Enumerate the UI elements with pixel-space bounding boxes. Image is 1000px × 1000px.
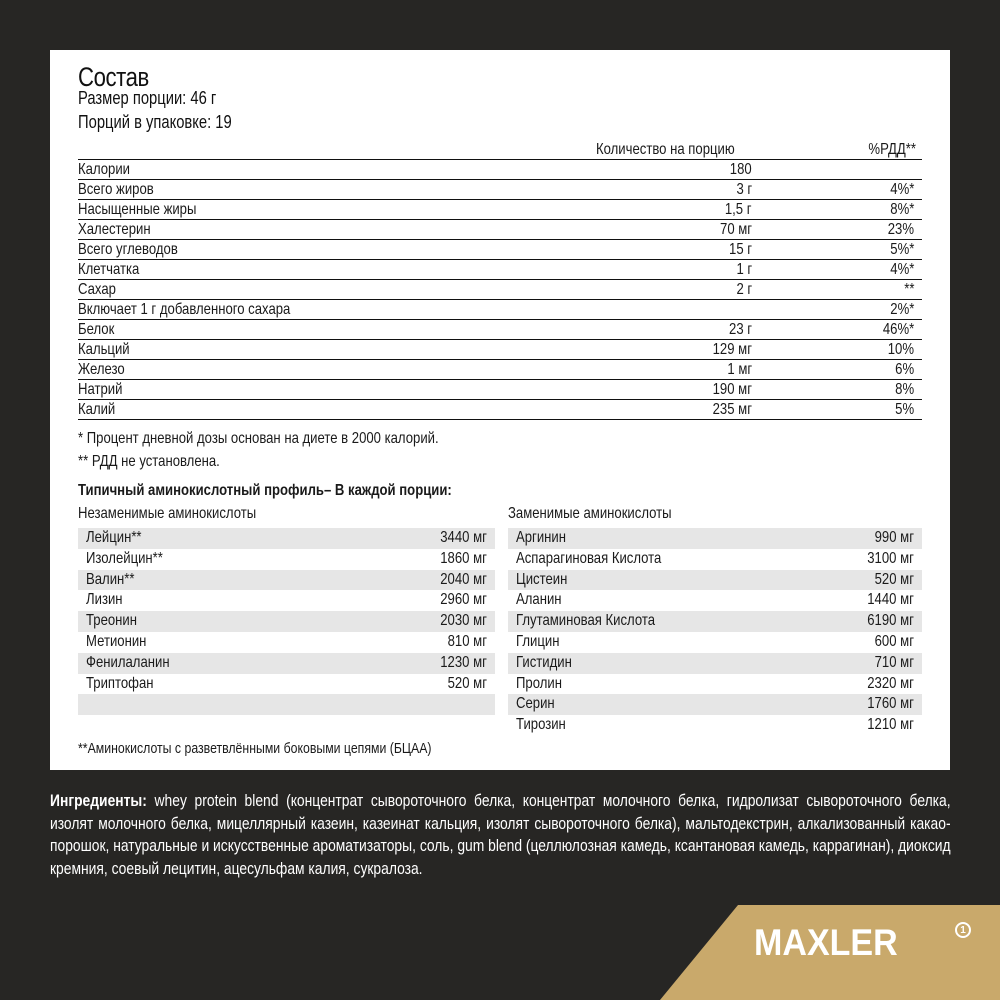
nutrient-amount: 1,5 г [725,201,752,218]
nutrient-name: Белок [78,321,115,338]
amino-row [78,611,495,632]
nutrient-amount: 1 мг [727,361,752,378]
nutrient-amount: 190 мг [712,381,752,398]
amino-name: Изолейцин** [86,549,163,567]
nutrient-amount: 235 мг [712,401,752,418]
amino-value: 810 мг [447,632,487,650]
amino-row [78,694,495,715]
amino-name: Цистеин [516,570,568,588]
nutrition-table-header [78,140,922,160]
servings-per-container: Порций в упаковке: 19 [78,112,232,132]
nutrient-name: Сахар [78,281,116,298]
amino-value: 2030 мг [440,612,487,630]
amino-value: 1440 мг [867,591,914,609]
nutrition-row [78,400,922,420]
nutrient-dv: 23% [887,221,914,238]
amino-row [78,674,495,695]
nutrition-row [78,220,922,240]
nutrient-dv: 5% [895,401,914,418]
nutrient-dv: 4%* [889,181,914,198]
amino-name: Валин** [86,570,135,588]
amino-name: Гистидин [516,653,572,671]
brand-logo: MAXLER [754,922,898,963]
bcaa-note: **Аминокислоты с разветвлёнными боковыми цепями (БЦАА) [78,740,432,757]
amino-value: 1760 мг [867,695,914,713]
amino-name: Пролин [516,674,562,692]
dv-header: %РДД** [868,141,916,158]
amount-header: Количество на порцию [596,141,735,158]
nutrient-name: Железо [78,361,125,378]
essential-amino-list [78,528,495,715]
amino-row [508,653,922,674]
nutrition-row [78,280,922,300]
nutrition-row [78,320,922,340]
nonessential-amino-list [508,528,922,736]
nutrient-dv: 8%* [889,201,914,218]
amino-value: 710 мг [874,653,914,671]
nutrient-name: Натрий [78,381,123,398]
amino-value: 1230 мг [440,653,487,671]
nutrient-name: Включает 1 г добавленного сахара [78,301,291,318]
nutrition-row [78,240,922,260]
nutrition-row [78,340,922,360]
nutrient-name: Всего жиров [78,181,154,198]
amino-value: 6190 мг [867,612,914,630]
nutrient-amount: 1 г [736,261,752,278]
nutrient-amount: 129 мг [712,341,752,358]
amino-name: Метионин [86,632,147,650]
nutrient-name: Клетчатка [78,261,140,278]
amino-name: Аргинин [516,529,566,546]
amino-row [508,715,922,736]
amino-row [508,549,922,570]
amino-profile-title: Типичный аминокислотный профиль– В каждой порции: [78,482,452,499]
amino-name: Аланин [516,591,562,609]
amino-row [78,590,495,611]
amino-row [508,632,922,653]
nutrient-name: Кальций [78,341,130,358]
nutrient-amount: 70 мг [719,221,752,238]
essential-amino-header: Незаменимые аминокислоты [78,505,257,522]
amino-row [508,570,922,591]
amino-row [508,590,922,611]
amino-value: 2960 мг [440,591,487,609]
amino-name: Триптофан [86,674,154,692]
amino-row [78,549,495,570]
amino-name: Аспарагиновая Кислота [516,549,662,567]
ingredients-text [50,790,951,880]
nutrient-dv: 46%* [882,321,914,338]
nutrient-name: Халестерин [78,221,151,238]
amino-name: Глицин [516,632,560,650]
nutrition-row [78,360,922,380]
amino-row [508,694,922,715]
nutrient-dv: 5%* [889,241,914,258]
amino-name: Треонин [86,612,137,630]
amino-value: 600 мг [874,632,914,650]
amino-value: 520 мг [874,570,914,588]
nutrition-row [78,260,922,280]
amino-value: 3440 мг [440,529,487,546]
amino-name: Серин [516,695,555,713]
nutrition-table [78,140,922,420]
amino-name: Тирозин [516,716,566,734]
daily-value-note: * Процент дневной дозы основан на диете в 2000 калорий. [78,430,439,447]
nutrition-row [78,380,922,400]
nutrient-name: Калории [78,161,130,178]
nutrient-name: Калий [78,401,116,418]
amino-row [508,528,922,549]
panel-title: Состав [78,62,149,92]
amino-value: 3100 мг [867,549,914,567]
nutrition-row [78,180,922,200]
nutrient-dv: 4%* [889,261,914,278]
nutrient-dv: 8% [895,381,914,398]
nutrient-dv: 6% [895,361,914,378]
serving-size: Размер порции: 46 г [78,88,217,108]
not-established-note: ** РДД не установлена. [78,453,220,470]
amino-row [78,528,495,549]
amino-value: 2320 мг [867,674,914,692]
amino-value: 1210 мг [867,716,914,734]
amino-value: 990 мг [874,529,914,546]
amino-name: Лизин [86,591,123,609]
nutrition-row [78,300,922,320]
amino-row [78,570,495,591]
amino-row [508,611,922,632]
amino-row [508,674,922,695]
amino-name: Фенилаланин [86,653,170,671]
nutrient-amount: 15 г [728,241,752,258]
nutrition-panel [50,50,950,770]
nonessential-amino-header: Заменимые аминокислоты [508,505,672,522]
nutrient-dv: 2%* [889,301,914,318]
nutrient-dv: 10% [887,341,914,358]
nutrition-row [78,200,922,220]
ingredients-label: Ингредиенты: [50,791,147,810]
amino-name: Глутаминовая Кислота [516,612,656,630]
brand-mark-icon: 1 [955,922,971,938]
nutrient-amount: 23 г [728,321,752,338]
nutrient-dv: ** [903,281,914,298]
amino-row [78,653,495,674]
amino-row [78,632,495,653]
nutrient-amount: 180 [730,161,752,178]
nutrient-amount: 3 г [736,181,752,198]
amino-value: 520 мг [447,674,487,692]
amino-value: 1860 мг [440,549,487,567]
ingredients-list: whey protein blend (концентрат сывороточного белка, концентрат молочного белка, гидролизат сывороточного белка, изолят молочного белка, мицеллярный казеин, казеинат кальция, изолят сывороточного белка), мальтодекстрин, алкализованный какао-порошок, натуральные и искусственные ароматизаторы, соль, gum blend (целлюлозная камедь, ксантановая камедь, каррагинан), диоксид кремния, соевый лецитин, ацесульфам калия, сукралоза. [50,791,951,878]
nutrient-name: Всего углеводов [78,241,178,258]
amino-name: Лейцин** [86,529,142,546]
nutrient-name: Насыщенные жиры [78,201,197,218]
nutrition-row [78,160,922,180]
amino-value: 2040 мг [440,570,487,588]
nutrient-amount: 2 г [736,281,752,298]
